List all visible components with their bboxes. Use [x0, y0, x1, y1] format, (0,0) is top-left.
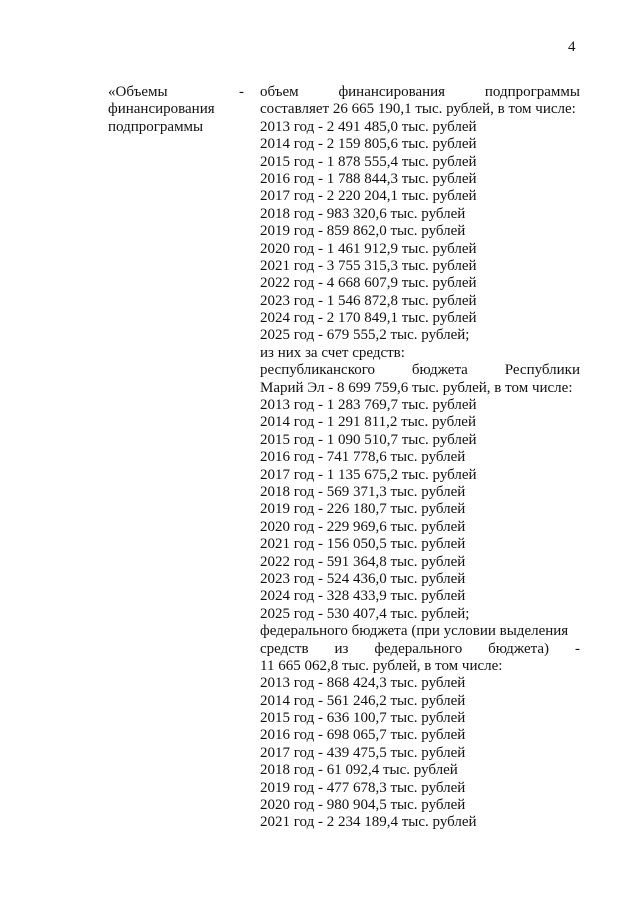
year-line: 2016 год - 698 065,7 тыс. рублей — [260, 727, 466, 744]
republic-years-list — [260, 397, 580, 623]
republic-word: бюджета — [411, 362, 468, 379]
year-line: 2015 год - 1 090 510,7 тыс. рублей — [260, 431, 477, 448]
label-separator: - — [239, 84, 244, 100]
intro-total: составляет 26 665 190,1 тыс. рублей, в том числе: — [260, 101, 576, 118]
section-label-line: «Объемы — [108, 84, 168, 100]
year-line: 2021 год - 156 050,5 тыс. рублей — [260, 536, 466, 553]
federal-budget-total: 11 665 062,8 тыс. рублей, в том числе: — [260, 657, 503, 674]
republic-word: Республики — [504, 362, 580, 379]
federal-budget-line — [260, 623, 580, 640]
year-line: 2018 год - 61 092,4 тыс. рублей — [260, 762, 458, 779]
federal-word: - — [574, 640, 580, 657]
year-line: 2017 год - 2 220 204,1 тыс. рублей — [260, 188, 477, 205]
year-line: 2013 год - 2 491 485,0 тыс. рублей — [260, 118, 477, 135]
year-line: 2020 год - 980 904,5 тыс. рублей — [260, 797, 466, 814]
year-line: 2018 год - 569 371,3 тыс. рублей — [260, 483, 466, 500]
total-years-list — [260, 119, 580, 345]
year-line: 2021 год - 2 234 189,4 тыс. рублей — [260, 814, 477, 831]
federal-text: федерального бюджета (при условии выделения — [260, 623, 569, 640]
page-number: 4 — [568, 39, 576, 55]
year-line: 2025 год - 530 407,4 тыс. рублей; — [260, 605, 470, 622]
republic-budget-line — [260, 362, 580, 379]
year-line: 2016 год - 1 788 844,3 тыс. рублей — [260, 170, 477, 187]
year-line: 2015 год - 1 878 555,4 тыс. рублей — [260, 153, 477, 170]
year-line: 2013 год - 868 424,3 тыс. рублей — [260, 675, 466, 692]
federal-word: федерального — [374, 640, 463, 657]
financing-description — [260, 84, 580, 832]
year-line: 2023 год - 1 546 872,8 тыс. рублей — [260, 292, 477, 309]
year-line: 2014 год - 2 159 805,6 тыс. рублей — [260, 136, 477, 153]
federal-budget-line-2 — [260, 641, 580, 658]
year-line: 2019 год - 859 862,0 тыс. рублей — [260, 223, 466, 240]
federal-word: бюджета) — [488, 640, 550, 657]
year-line: 2020 год - 229 969,6 тыс. рублей — [260, 518, 466, 535]
year-line: 2017 год - 439 475,5 тыс. рублей — [260, 744, 466, 761]
year-line: 2022 год - 591 364,8 тыс. рублей — [260, 553, 466, 570]
year-line: 2023 год - 524 436,0 тыс. рублей — [260, 570, 466, 587]
year-line: 2019 год - 477 678,3 тыс. рублей — [260, 779, 466, 796]
year-line: 2025 год - 679 555,2 тыс. рублей; — [260, 327, 470, 344]
year-line: 2024 год - 2 170 849,1 тыс. рублей — [260, 310, 477, 327]
section-label — [108, 84, 248, 136]
year-line: 2017 год - 1 135 675,2 тыс. рублей — [260, 466, 477, 483]
year-line: 2024 год - 328 433,9 тыс. рублей — [260, 588, 466, 605]
intro-line — [260, 84, 580, 101]
intro-word: финансирования — [338, 84, 446, 100]
year-line: 2014 год - 1 291 811,2 тыс. рублей — [260, 414, 476, 431]
year-line: 2019 год - 226 180,7 тыс. рублей — [260, 501, 466, 518]
federal-word: из — [334, 640, 349, 657]
year-line: 2020 год - 1 461 912,9 тыс. рублей — [260, 240, 477, 257]
year-line: 2013 год - 1 283 769,7 тыс. рублей — [260, 397, 477, 414]
section-label-line: подпрограммы — [108, 118, 204, 135]
federal-years-list — [260, 675, 580, 832]
intro-word: подпрограммы — [484, 84, 580, 100]
year-line: 2018 год - 983 320,6 тыс. рублей — [260, 205, 466, 222]
federal-word: средств — [260, 640, 309, 657]
year-line: 2015 год - 636 100,7 тыс. рублей — [260, 710, 466, 727]
year-line: 2016 год - 741 778,6 тыс. рублей — [260, 449, 466, 466]
section-label-line: финансирования — [108, 101, 215, 118]
year-line: 2021 год - 3 755 315,3 тыс. рублей — [260, 257, 477, 274]
republic-budget-total: Марий Эл - 8 699 759,6 тыс. рублей, в том числе: — [260, 379, 573, 396]
sources-heading: из них за счет средств: — [260, 344, 405, 361]
year-line: 2014 год - 561 246,2 тыс. рублей — [260, 692, 466, 709]
intro-word: объем — [260, 84, 299, 100]
year-line: 2022 год - 4 668 607,9 тыс. рублей — [260, 275, 477, 292]
republic-word: республиканского — [260, 362, 375, 379]
